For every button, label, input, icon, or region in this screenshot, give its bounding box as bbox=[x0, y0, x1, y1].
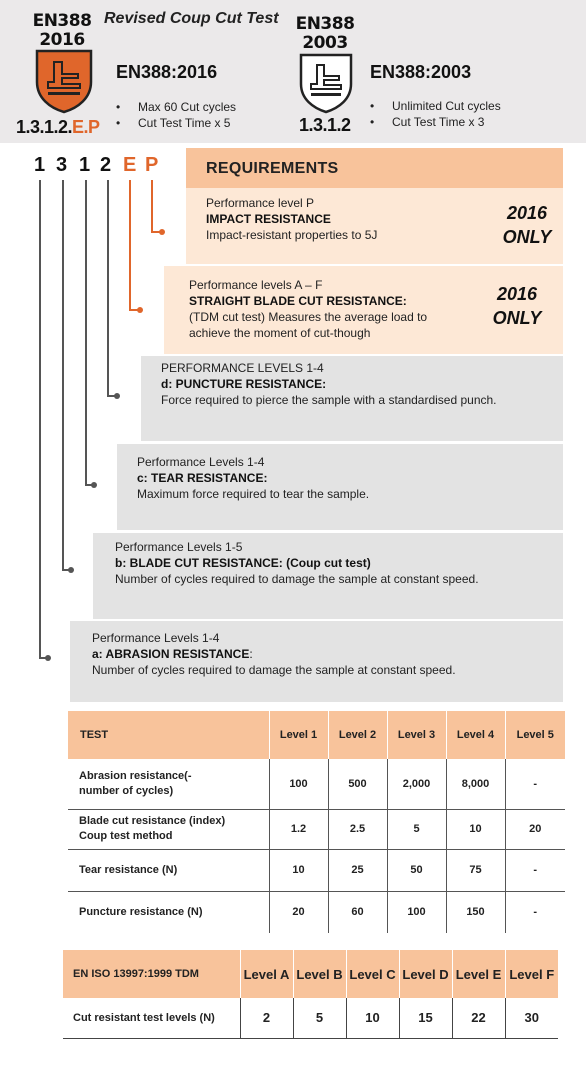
requirement-tear bbox=[117, 444, 563, 530]
table-row bbox=[68, 891, 565, 933]
table-cell: 1.2 bbox=[269, 809, 328, 849]
bullet-item: • Max 60 Cut cycles bbox=[114, 99, 236, 115]
connector-line-d bbox=[107, 180, 109, 396]
requirement-straight-blade-cut bbox=[164, 266, 563, 354]
requirement-level: Performance Levels 1-4 bbox=[92, 631, 220, 645]
en388-2003-bullets bbox=[368, 98, 501, 130]
table-cell: 25 bbox=[328, 849, 387, 891]
table-row-label: Abrasion resistance(- number of cycles) bbox=[68, 759, 269, 809]
table-cell: 10 bbox=[446, 809, 505, 849]
bullet-item: • Unlimited Cut cycles bbox=[368, 98, 501, 114]
code-digit-c: 1 bbox=[79, 154, 91, 176]
table-header-cell: EN ISO 13997:1999 TDM bbox=[63, 950, 240, 998]
table-header-cell: Level 3 bbox=[387, 711, 446, 759]
requirement-level: Performance levels A – F bbox=[189, 278, 323, 292]
table-cell: 10 bbox=[269, 849, 328, 891]
table-row-label: Blade cut resistance (index) Coup test method bbox=[68, 809, 269, 849]
table-cell: - bbox=[505, 849, 565, 891]
table-header-cell: Level A bbox=[240, 950, 293, 998]
connector-dot-a bbox=[45, 655, 51, 661]
requirement-level: Performance Levels 1-5 bbox=[115, 540, 243, 554]
table-row bbox=[68, 809, 565, 849]
table-cell: - bbox=[505, 891, 565, 933]
table-cell: - bbox=[505, 759, 565, 809]
requirement-name: STRAIGHT BLADE CUT RESISTANCE: bbox=[189, 294, 407, 308]
requirement-desc: achieve the moment of cut-though bbox=[189, 326, 371, 340]
table-row bbox=[68, 759, 565, 809]
en-iso-13997-table bbox=[63, 950, 558, 1039]
requirement-abrasion bbox=[70, 621, 563, 702]
table-row-label: Cut resistant test levels (N) bbox=[63, 998, 240, 1038]
code-digit-e: E bbox=[123, 154, 137, 176]
table-cell: 2.5 bbox=[328, 809, 387, 849]
table-cell: 5 bbox=[387, 809, 446, 849]
table-header-row bbox=[63, 950, 558, 998]
table-cell: 5 bbox=[293, 998, 346, 1038]
code-digit-p: P bbox=[145, 154, 159, 176]
requirement-desc: Number of cycles required to damage the sample at constant speed. bbox=[115, 572, 479, 586]
table-header-cell: Level F bbox=[505, 950, 558, 998]
requirement-name: a: ABRASION RESISTANCE: bbox=[92, 647, 253, 661]
table-cell: 500 bbox=[328, 759, 387, 809]
table-cell: 100 bbox=[269, 759, 328, 809]
table-row bbox=[68, 849, 565, 891]
table-cell: 2,000 bbox=[387, 759, 446, 809]
requirements-title: REQUIREMENTS bbox=[206, 160, 339, 177]
code-digit-a: 1 bbox=[34, 154, 46, 176]
requirements-header bbox=[186, 148, 563, 188]
table-header-cell: Level B bbox=[293, 950, 346, 998]
connector-line-p bbox=[151, 180, 153, 232]
requirement-desc: (TDM cut test) Measures the average load to bbox=[189, 310, 428, 324]
version-badge: 2016 ONLY bbox=[492, 284, 542, 328]
code-digit-b: 3 bbox=[56, 154, 68, 176]
requirement-impact bbox=[186, 188, 563, 264]
en388-2003-shield-icon bbox=[298, 52, 354, 114]
requirement-name: IMPACT RESISTANCE bbox=[206, 212, 331, 226]
connector-dot-c bbox=[91, 482, 97, 488]
requirement-level: Performance level P bbox=[206, 196, 315, 210]
table-header-cell: Level C bbox=[346, 950, 399, 998]
en388-2003-name: EN388:2003 bbox=[370, 62, 472, 82]
table-header-cell: Level D bbox=[399, 950, 452, 998]
requirement-level: Performance Levels 1-4 bbox=[137, 455, 265, 469]
table-header-row bbox=[68, 711, 565, 759]
requirement-name: d: PUNCTURE RESISTANCE: bbox=[161, 377, 327, 391]
table-header-cell: Level E bbox=[452, 950, 505, 998]
requirement-desc: Force required to pierce the sample with a standardised punch. bbox=[161, 393, 497, 407]
en388-2003-levels: 1.3.1.2 bbox=[299, 115, 351, 135]
table-cell: 15 bbox=[399, 998, 452, 1038]
bullet-item: • Cut Test Time x 3 bbox=[368, 114, 501, 130]
en388-2016-shield-icon bbox=[34, 48, 94, 114]
table-header-cell: Level 1 bbox=[269, 711, 328, 759]
version-badge: 2016 ONLY bbox=[502, 203, 552, 247]
requirement-blade-cut bbox=[93, 533, 563, 619]
table-cell: 10 bbox=[346, 998, 399, 1038]
connector-dot-e bbox=[137, 307, 143, 313]
en388-2016-bullets bbox=[114, 99, 236, 131]
table-cell: 100 bbox=[387, 891, 446, 933]
requirement-name: c: TEAR RESISTANCE: bbox=[137, 471, 268, 485]
table-row bbox=[63, 998, 558, 1038]
requirement-level: PERFORMANCE LEVELS 1-4 bbox=[161, 361, 324, 375]
table-cell: 22 bbox=[452, 998, 505, 1038]
en388-2003-code: EN388 2003 bbox=[295, 14, 355, 53]
header-title: Revised Coup Cut Test bbox=[104, 10, 279, 27]
requirement-name: b: BLADE CUT RESISTANCE: (Coup cut test) bbox=[115, 556, 371, 570]
table-header-cell: Level 5 bbox=[505, 711, 565, 759]
table-cell: 20 bbox=[269, 891, 328, 933]
connector-dot-d bbox=[114, 393, 120, 399]
requirement-desc: Maximum force required to tear the sample. bbox=[137, 487, 370, 501]
table-cell: 2 bbox=[240, 998, 293, 1038]
table-cell: 75 bbox=[446, 849, 505, 891]
table-cell: 30 bbox=[505, 998, 558, 1038]
table-header-cell: TEST bbox=[68, 711, 269, 759]
en388-2016-name: EN388:2016 bbox=[116, 62, 218, 82]
table-header-cell: Level 4 bbox=[446, 711, 505, 759]
connector-line-b bbox=[62, 180, 64, 570]
table-cell: 8,000 bbox=[446, 759, 505, 809]
connector-dot-b bbox=[68, 567, 74, 573]
connector-line-a bbox=[39, 180, 41, 658]
requirement-puncture bbox=[141, 356, 563, 441]
en388-levels-table bbox=[68, 711, 565, 933]
bullet-item: • Cut Test Time x 5 bbox=[114, 115, 236, 131]
connector-line-c bbox=[85, 180, 87, 485]
table-cell: 20 bbox=[505, 809, 565, 849]
table-header-cell: Level 2 bbox=[328, 711, 387, 759]
table-row-label: Tear resistance (N) bbox=[68, 849, 269, 891]
table-cell: 60 bbox=[328, 891, 387, 933]
requirement-desc: Impact-resistant properties to 5J bbox=[206, 228, 378, 242]
table-cell: 150 bbox=[446, 891, 505, 933]
en388-2016-levels: 1.3.1.2.E.P bbox=[16, 117, 100, 137]
standards-header bbox=[0, 0, 586, 143]
code-digit-d: 2 bbox=[100, 154, 112, 176]
requirement-desc: Number of cycles required to damage the sample at constant speed. bbox=[92, 663, 456, 677]
connector-dot-p bbox=[159, 229, 165, 235]
table-row-label: Puncture resistance (N) bbox=[79, 905, 203, 918]
table-cell: 50 bbox=[387, 849, 446, 891]
connector-line-e bbox=[129, 180, 131, 310]
en388-2016-code: EN388 2016 bbox=[32, 11, 92, 50]
